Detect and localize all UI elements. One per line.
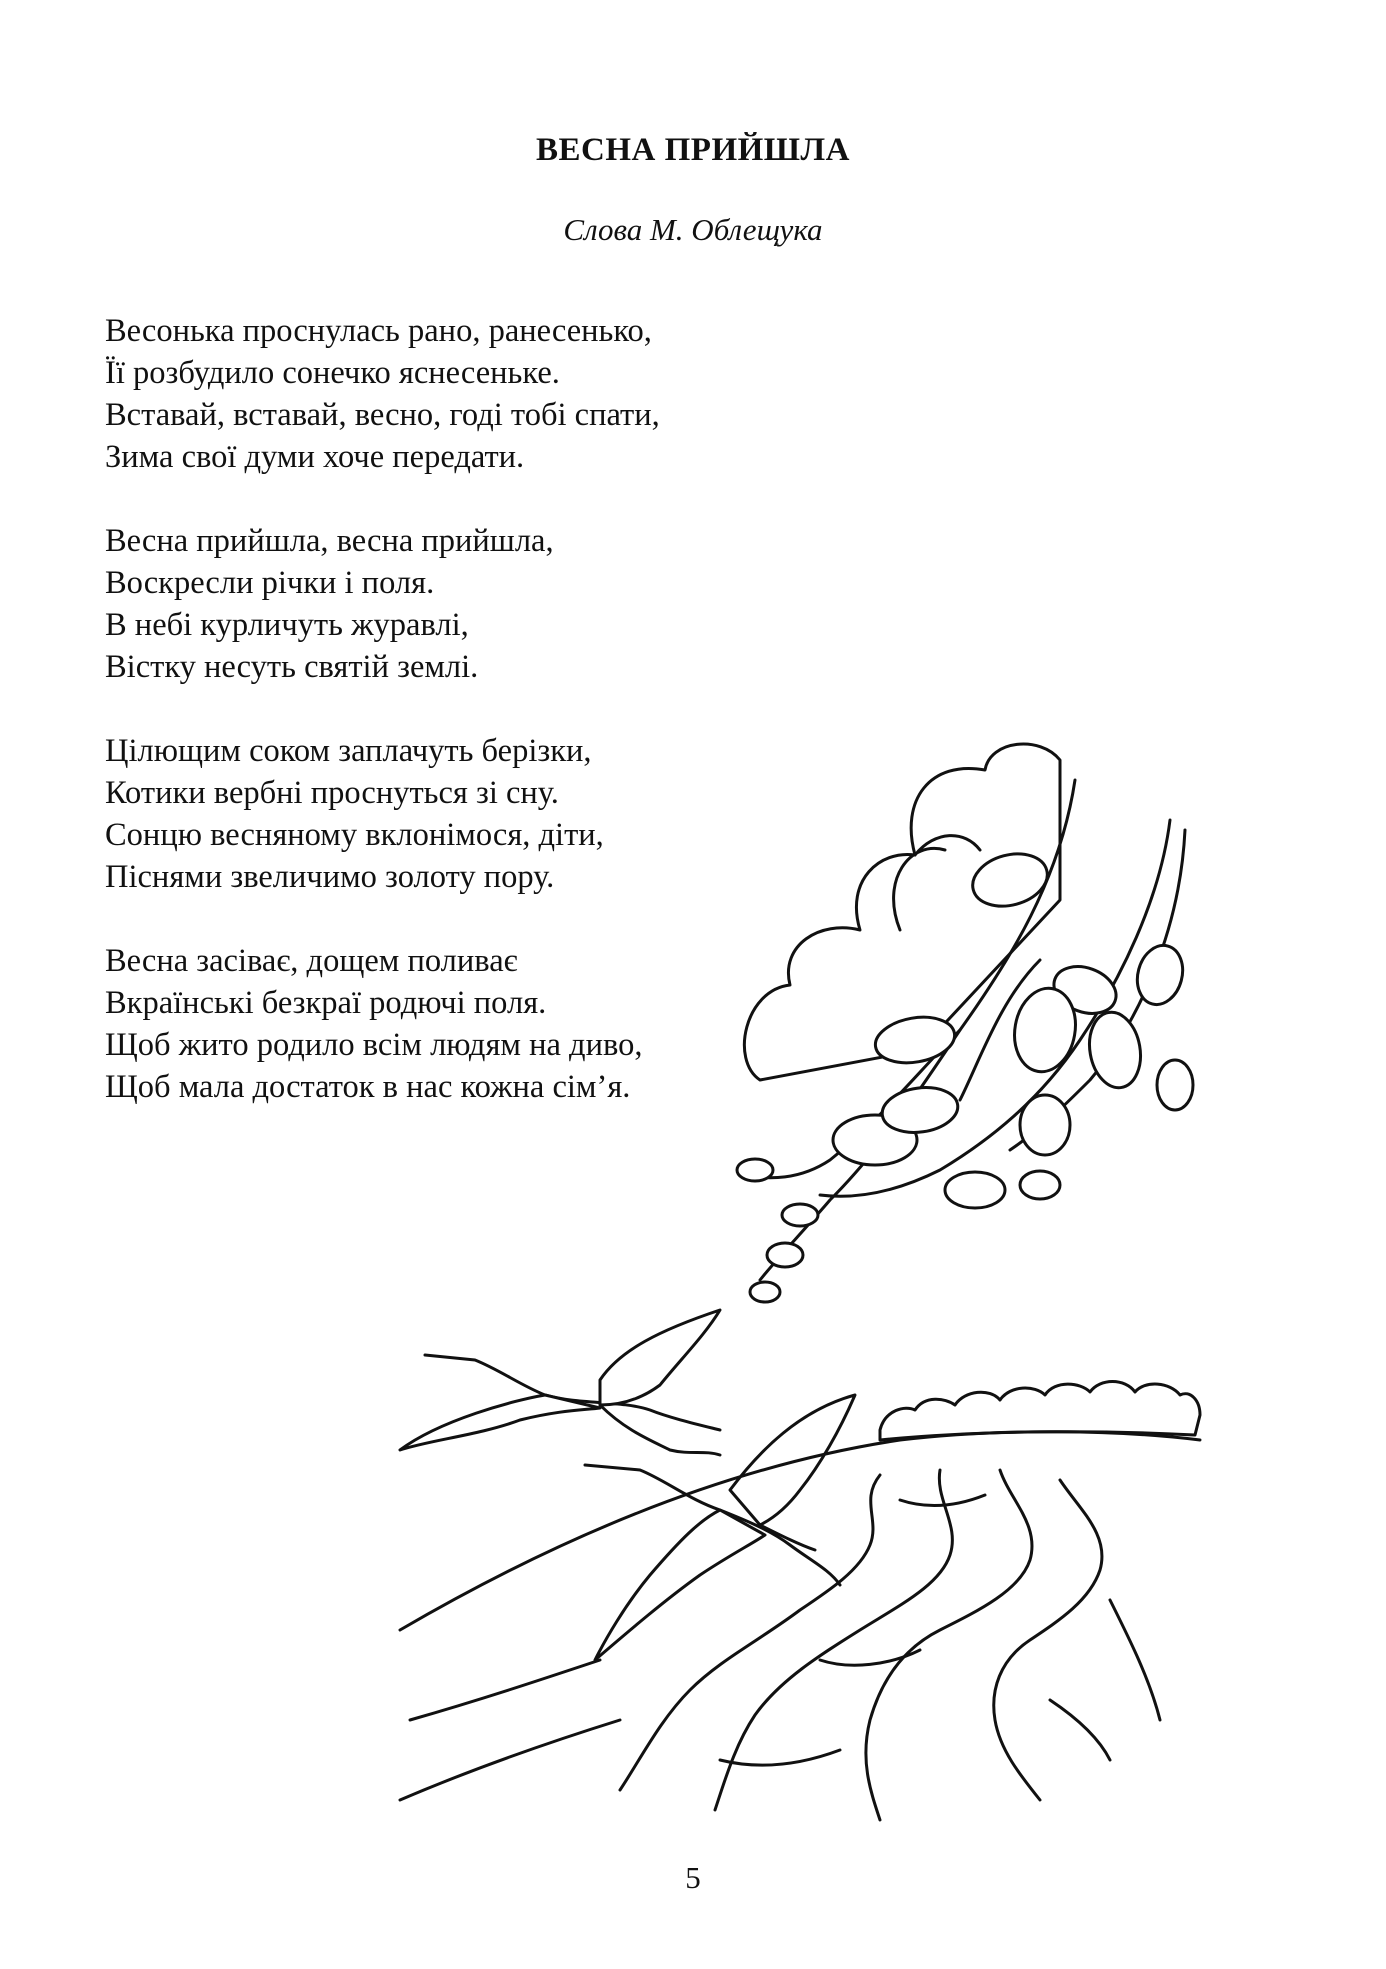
poem-line: Весна прийшла, весна прийшла,	[105, 523, 554, 559]
stanza-1	[105, 310, 660, 478]
crane-icon	[585, 1395, 855, 1660]
poem-line: Воскресли річки і поля.	[105, 565, 435, 601]
page-number: 5	[685, 1860, 701, 1895]
poem-line: Вставай, вставай, весно, годі тобі спати,	[105, 397, 660, 433]
poem-line: Котики вербні проснуться зі сну.	[105, 775, 559, 811]
poem-line: Піснями звеличимо золоту пору.	[105, 859, 555, 895]
poem-line: Весна засіває, дощем поливає	[105, 943, 518, 979]
poem-line: Зима свої думи хоче передати.	[105, 439, 525, 475]
poem-author: Слова М. Облещука	[563, 212, 823, 247]
poem-line: Вістку несуть святій землі.	[105, 649, 479, 685]
crane-icon	[400, 1310, 720, 1455]
poem-line: Щоб мала достаток в нас кожна сім’я.	[105, 1069, 631, 1105]
poem-line: Щоб жито родило всім людям на диво,	[105, 1027, 643, 1063]
poem-line: В небі курличуть журавлі,	[105, 607, 469, 643]
stanza-2	[105, 520, 554, 688]
poem-line: Цілющим соком заплачуть берізки,	[105, 733, 592, 769]
poem-line: Вкраїнські безкраї родючі поля.	[105, 985, 547, 1021]
willow-cranes-river-illustration	[370, 710, 1230, 1840]
poem-title: ВЕСНА ПРИЙШЛА	[536, 132, 850, 168]
poem-line: Її розбудило сонечко яснесеньке.	[105, 355, 560, 391]
poem-line: Весонька проснулась рано, ранесенько,	[105, 313, 652, 349]
poem-line: Сонцю весняному вклонімося, діти,	[105, 817, 604, 853]
